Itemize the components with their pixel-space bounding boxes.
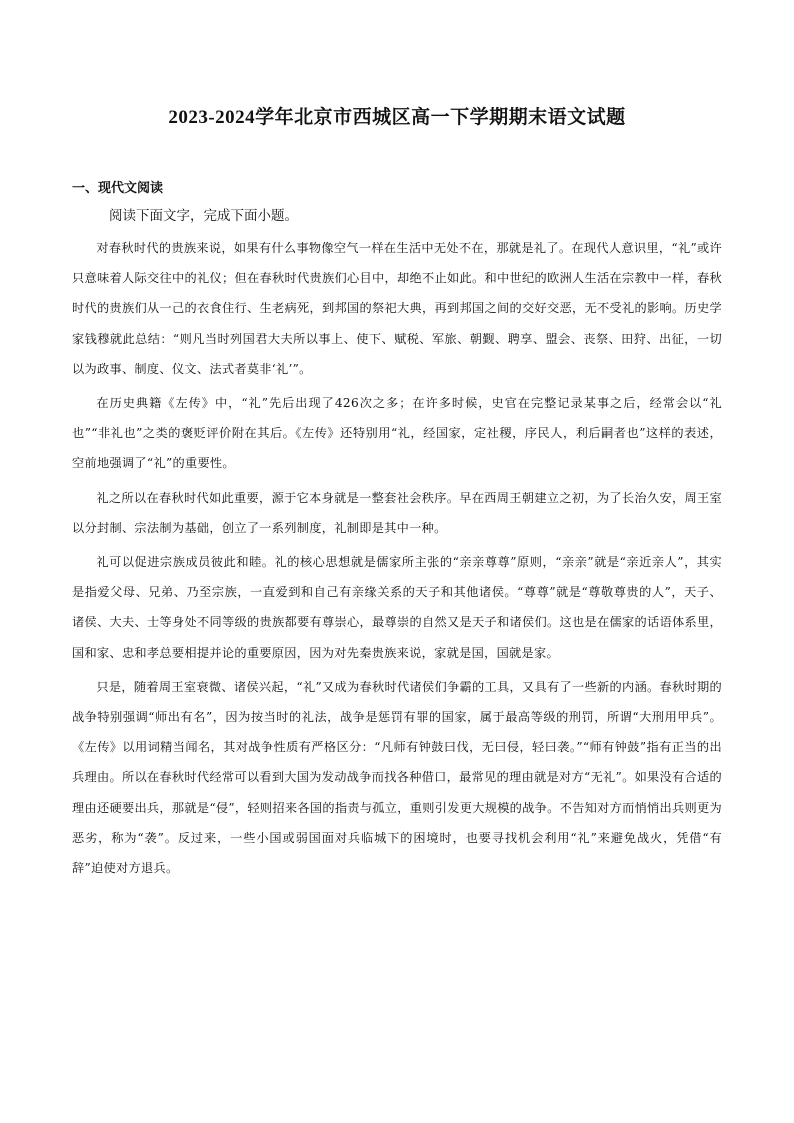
passage-paragraph-5: 只是，随着周王室衰微、诸侯兴起，“礼”又成为春秋时代诸侯们争霸的工具，又具有了一些新的内涵。春秋时期的战争特别强调“师出有名”，因为按当时的礼法，战争是惩罚有罪的国家，属于最高等级的刑罚，所谓“大刑用甲兵”。《左传》以用词精当闻名，其对战争性质有严格区分：“凡师有钟鼓曰伐，无曰侵，轻曰袭。”“师有钟鼓”指有正当的出兵理由。所以在春秋时代经常可以看到大国为发动战争而找各种借口，最常见的理由就是对方“无礼”。如果没有合适的理由还硬要出兵，那就是“侵”，轻则招来各国的指责与孤立，重则引发更大规模的战争。不告知对方而悄悄出兵则更为恶劣，称为“袭”。反过来，一些小国或弱国面对兵临城下的困境时，也要寻找机会利用“礼”来避免战火，凭借“有辞”迫使对方退兵。 — [72, 679, 722, 876]
reading-instruction: 阅读下面文字，完成下面小题。 — [109, 208, 298, 223]
passage-paragraph-1: 对春秋时代的贵族来说，如果有什么事物像空气一样在生活中无处不在，那就是礼了。在现代人意识里，“礼”或许只意味着人际交往中的礼仪；但在春秋时代贵族们心目中，却绝不止如此。和中世纪的欧洲人生活在宗教中一样，春秋时代的贵族们从一己的衣食住行、生老病死，到邦国的祭祀大典，再到邦国之间的交好交恶，无不受礼的影响。历史学家钱穆就此总结：“则凡当时列国君大夫所以事上、使下、赋税、军旅、朝觐、聘享、盟会、丧祭、田狩、出征，一切以为政事、制度、仪文、法式者莫非‘礼’”。 — [72, 241, 722, 376]
passage-paragraph-2: 在历史典籍《左传》中，“礼”先后出现了426次之多；在许多时候，史官在完整记录某事之后，经常会以“礼也”“非礼也”之类的褒贬评价附在其后。《左传》还特别用“礼，经国家，定社稷，序民人，利后嗣者也”这样的表述，空前地强调了“礼”的重要性。 — [72, 396, 722, 471]
section-heading: 一、现代文阅读 — [72, 180, 164, 195]
passage-paragraph-4: 礼可以促进宗族成员彼此和睦。礼的核心思想就是儒家所主张的“亲亲尊尊”原则，“亲亲”就是“亲近亲人”，其实是指爱父母、兄弟、乃至宗族，一直爱到和自己有亲缘关系的天子和其他诸侯。“尊尊”就是“尊敬尊贵的人”，天子、诸侯、大夫、士等身处不同等级的贵族都要有尊崇心，最尊崇的自然又是天子和诸侯们。这也是在儒家的话语体系里，国和家、忠和孝总要相提并论的重要原因，因为对先秦贵族来说，家就是国，国就是家。 — [72, 555, 722, 660]
document-title: 2023-2024学年北京市西城区高一下学期期末语文试题 — [168, 107, 626, 128]
passage-paragraph-3: 礼之所以在春秋时代如此重要，源于它本身就是一整套社会秩序。早在西周王朝建立之初，为了长治久安，周王室以分封制、宗法制为基础，创立了一系列制度，礼制即是其中一种。 — [72, 490, 722, 535]
